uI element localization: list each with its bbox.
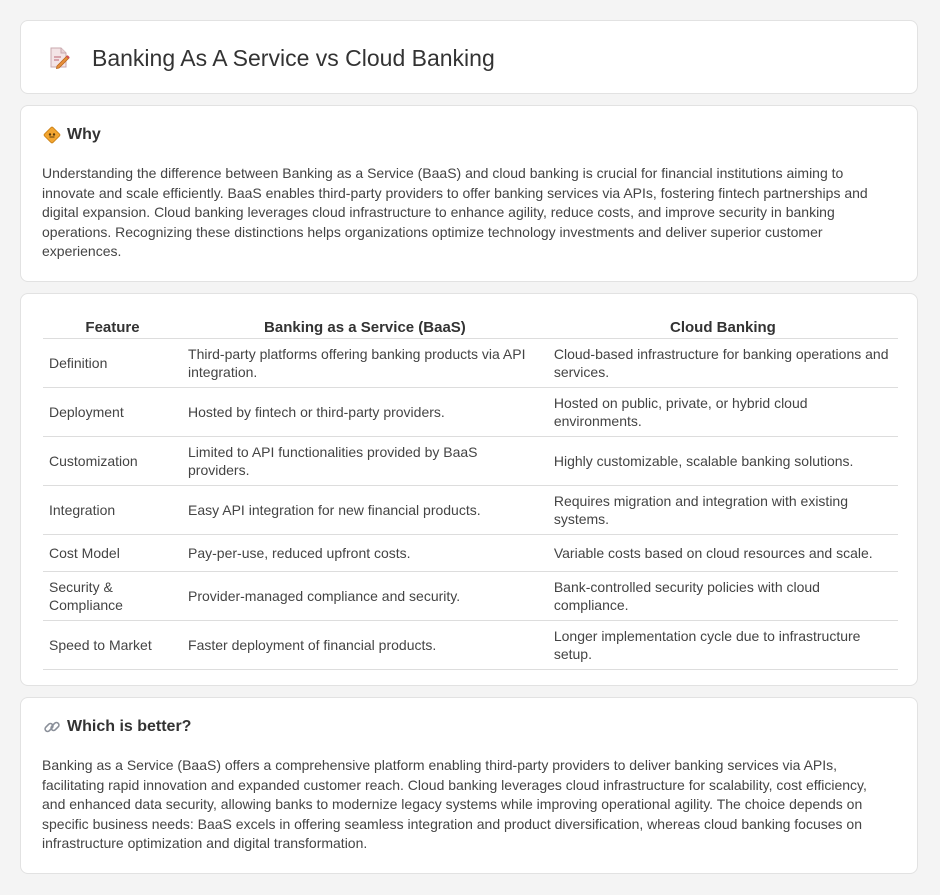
comparison-table-card [20,293,918,686]
document-pencil-icon [47,46,71,70]
page-title: Banking As A Service vs Cloud Banking [92,45,495,71]
why-heading [43,126,101,144]
table-row [43,621,898,670]
table-row [43,486,898,535]
cloud-cell: Cloud-based infrastructure for banking operations and services. [548,339,898,388]
why-section [20,105,918,282]
cloud-cell: Longer implementation cycle due to infrastructure setup. [548,621,898,670]
header-cloud-banking: Cloud Banking [548,316,898,339]
diamond-road-sign-icon [43,126,61,144]
better-title: Which is better? [67,718,192,735]
cloud-cell: Variable costs based on cloud resources and scale. [548,535,898,572]
baas-cell: Faster deployment of financial products. [182,621,548,670]
baas-cell: Easy API integration for new financial products. [182,486,548,535]
baas-cell: Limited to API functionalities provided by BaaS providers. [182,437,548,486]
which-is-better-section [20,697,918,874]
why-text: Understanding the difference between Banking as a Service (BaaS) and cloud banking is crucial for financial institutions aiming to innovate and scale efficiently. BaaS enables third-party providers to offer banking services via APIs, fostering fintech partnerships and digital expansion. Cloud banking leverages cloud infrastructure to enhance agility, reduce costs, and improve security in banking operations. Recognizing these distinctions helps organizations optimize technology investments and deliver superior customer experiences. [42,165,868,260]
header-card [20,20,918,94]
table-row [43,535,898,572]
table-row [43,437,898,486]
better-text: Banking as a Service (BaaS) offers a comprehensive platform enabling third-party providers to deliver banking services via APIs, facilitating rapid innovation and expanded customer reach. Cloud banking leverages cloud infrastructure for scalability, cost efficiency, and enhanced data security, allowing banks to modernize legacy systems while improving operational agility. The choice depends on specific business needs: BaaS excels in offering seamless integration and product diversification, whereas cloud banking focuses on infrastructure optimization and digital transformation. [42,757,867,852]
baas-cell: Pay-per-use, reduced upfront costs. [182,535,548,572]
table-row [43,388,898,437]
cloud-cell: Highly customizable, scalable banking solutions. [548,437,898,486]
link-icon [43,718,61,736]
why-title: Why [67,126,101,143]
feature-cell: Customization [43,437,182,486]
feature-cell: Integration [43,486,182,535]
cloud-cell: Bank-controlled security policies with cloud compliance. [548,572,898,621]
table-row [43,572,898,621]
feature-cell: Cost Model [43,535,182,572]
baas-cell: Hosted by fintech or third-party providers. [182,388,548,437]
feature-cell: Speed to Market [43,621,182,670]
baas-cell: Third-party platforms offering banking products via API integration. [182,339,548,388]
header-feature: Feature [43,316,182,339]
table-header-row [43,316,898,339]
better-heading [43,718,191,736]
feature-cell: Definition [43,339,182,388]
table-row [43,339,898,388]
baas-cell: Provider-managed compliance and security. [182,572,548,621]
cloud-cell: Requires migration and integration with existing systems. [548,486,898,535]
header-baas: Banking as a Service (BaaS) [182,316,548,339]
feature-cell: Security & Compliance [43,572,182,621]
comparison-table [43,316,898,670]
feature-cell: Deployment [43,388,182,437]
cloud-cell: Hosted on public, private, or hybrid cloud environments. [548,388,898,437]
